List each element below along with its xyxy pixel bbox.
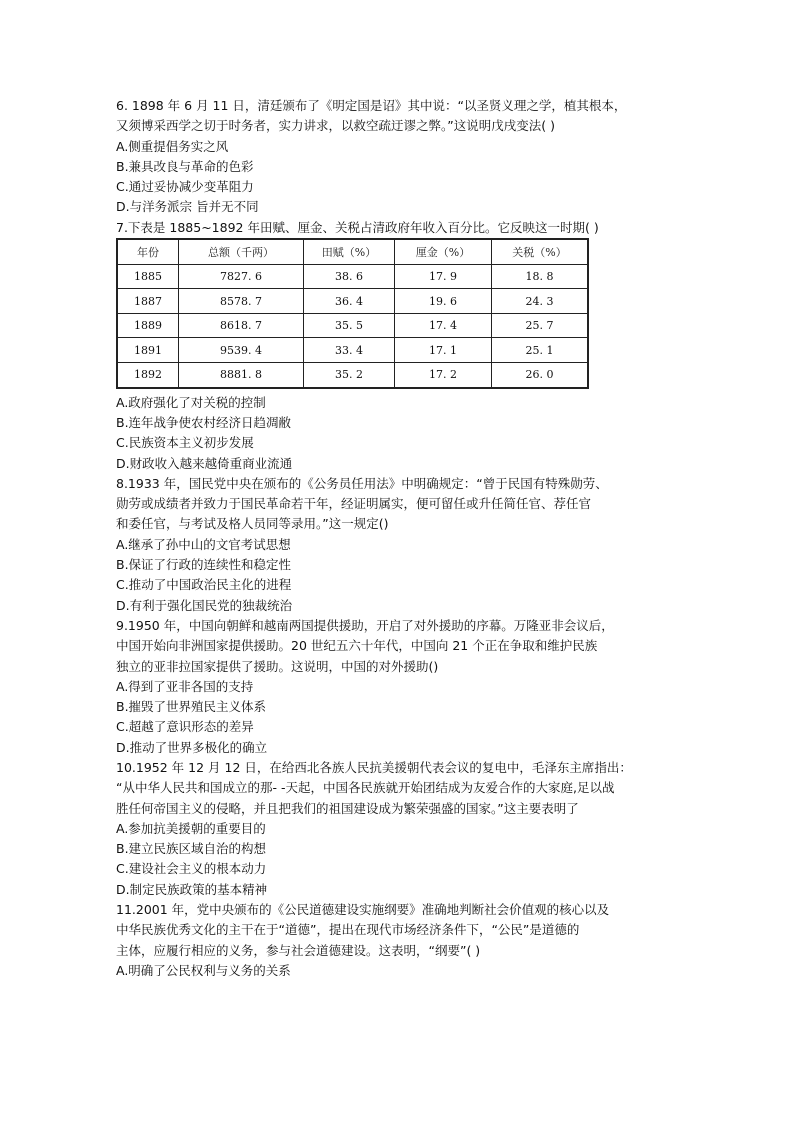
table-row <box>118 313 588 338</box>
question-10 <box>116 758 696 900</box>
table-cell: 8578. 7 <box>179 289 304 314</box>
question-6-option-d[interactable]: D.与洋务派宗 旨并无不同 <box>116 199 259 215</box>
question-7-option-d[interactable]: D.财政收入越来越倚重商业流通 <box>116 455 293 471</box>
question-8-stem-line-3: 和委任官，与考试及格人员同等录用。”这一规定() <box>116 516 389 532</box>
table-cell: 35. 5 <box>304 313 395 338</box>
question-6-option-b[interactable]: B.兼具改良与革命的色彩 <box>116 158 254 174</box>
table-header-cell: 田赋（%） <box>304 240 395 265</box>
table-header-cell: 厘金（%） <box>395 240 492 265</box>
table-cell: 18. 8 <box>492 264 588 289</box>
table-cell: 17. 9 <box>395 264 492 289</box>
question-7-option-a[interactable]: A.政府强化了对关税的控制 <box>116 394 266 410</box>
question-11-stem-line-3: 主体，应履行相应的义务，参与社会道德建设。这表明，“纲要”( ) <box>116 942 481 958</box>
question-8-stem-line-1: 8.1933 年，国民党中央在颁布的《公务员任用法》中明确规定：“曾于民国有特殊勋劳、 <box>116 475 608 491</box>
question-9-option-b[interactable]: B.摧毁了世界殖民主义体系 <box>116 699 267 715</box>
table-cell: 1889 <box>118 313 179 338</box>
question-6 <box>116 96 696 218</box>
question-9-option-c[interactable]: C.超越了意识形态的差异 <box>116 719 254 735</box>
question-9-stem-line-1: 9.1950 年，中国向朝鲜和越南两国提供援助，开启了对外援助的序幕。万隆亚非会议后， <box>116 617 614 633</box>
question-8-option-c[interactable]: C.推动了中国政治民主化的进程 <box>116 577 292 593</box>
table-cell: 25. 7 <box>492 313 588 338</box>
table-cell: 17. 1 <box>395 338 492 363</box>
question-6-option-c[interactable]: C.通过妥协减少变革阻力 <box>116 179 254 195</box>
exam-page <box>116 96 696 981</box>
table-row <box>118 289 588 314</box>
table-cell: 9539. 4 <box>179 338 304 363</box>
table-header-cell: 年份 <box>118 240 179 265</box>
table-cell: 38. 6 <box>304 264 395 289</box>
question-10-stem-line-2: “从中华人民共和国成立的那- -天起，中国各民族就开始团结成为友爱合作的大家庭,足以战 <box>116 780 615 796</box>
question-9-option-d[interactable]: D.推动了世界多极化的确立 <box>116 739 268 755</box>
question-8-option-b[interactable]: B.保证了行政的连续性和稳定性 <box>116 557 292 573</box>
question-9-stem-line-2: 中国开始向非洲国家提供援助。20 世纪五六十年代，中国向 21 个正在争取和维护民族 <box>116 638 598 654</box>
table-header-row <box>118 240 588 265</box>
question-11 <box>116 900 696 981</box>
question-9-stem-line-3: 独立的亚非拉国家提供了援助。这说明，中国的对外援助() <box>116 658 439 674</box>
question-10-option-a[interactable]: A.参加抗美援朝的重要目的 <box>116 820 266 836</box>
table-cell: 25. 1 <box>492 338 588 363</box>
question-6-option-a[interactable]: A.侧重提倡务实之风 <box>116 138 229 154</box>
table-cell: 17. 2 <box>395 363 492 388</box>
table-cell: 19. 6 <box>395 289 492 314</box>
question-8-option-d[interactable]: D.有利于强化国民党的独裁统治 <box>116 597 293 613</box>
table-cell: 26. 0 <box>492 363 588 388</box>
table-cell: 17. 4 <box>395 313 492 338</box>
question-8-stem-line-2: 勋劳或成绩者并致力于国民革命若干年，经证明属实，便可留任或升任简任官、荐任官 <box>116 496 592 512</box>
question-7 <box>116 218 696 474</box>
table-cell: 33. 4 <box>304 338 395 363</box>
revenue-table-frame <box>116 238 589 389</box>
question-6-stem-line-1: 6. 1898 年 6 月 11 日，清廷颁布了《明定国是诏》其中说：“以圣贤义理之学，植其根本， <box>116 98 627 113</box>
question-10-stem-line-1: 10.1952 年 12 月 12 日，在给西北各族人民抗美援朝代表会议的复电中，毛泽东主席指出： <box>116 759 632 775</box>
table-cell: 24. 3 <box>492 289 588 314</box>
question-6-stem-line-2: 又须博采西学之切于时务者，实力讲求，以救空疏迂谬之弊。”这说明戊戌变法( ) <box>116 118 555 134</box>
question-7-stem-line-1: 7.下表是 1885~1892 年田赋、厘金、关税占清政府年收入百分比。它反映这一时期( ) <box>116 219 599 235</box>
question-10-option-c[interactable]: C.建设社会主义的根本动力 <box>116 861 267 877</box>
question-10-option-b[interactable]: B.建立民族区域自治的构想 <box>116 841 267 857</box>
table-cell: 36. 4 <box>304 289 395 314</box>
question-10-option-d[interactable]: D.制定民族政策的基本精神 <box>116 881 268 897</box>
question-7-option-b[interactable]: B.连年战争使农村经济日趋凋敝 <box>116 414 292 430</box>
table-cell: 8618. 7 <box>179 313 304 338</box>
table-cell: 1891 <box>118 338 179 363</box>
table-cell: 35. 2 <box>304 363 395 388</box>
question-9-option-a[interactable]: A.得到了亚非各国的支持 <box>116 678 254 694</box>
table-cell: 8881. 8 <box>179 363 304 388</box>
table-row <box>118 363 588 388</box>
question-8 <box>116 474 696 616</box>
revenue-table <box>117 239 588 388</box>
table-row <box>118 338 588 363</box>
question-7-option-c[interactable]: C.民族资本主义初步发展 <box>116 435 254 451</box>
table-row <box>118 264 588 289</box>
table-cell: 1892 <box>118 363 179 388</box>
table-header-cell: 总额（千两） <box>179 240 304 265</box>
table-cell: 7827. 6 <box>179 264 304 289</box>
question-10-stem-line-3: 胜任何帝国主义的侵略，并且把我们的祖国建设成为繁荣强盛的国家。”这主要表明了 <box>116 800 579 816</box>
question-11-stem-line-2: 中华民族优秀文化的主干在于“道德”，提出在现代市场经济条件下，“公民”是道德的 <box>116 922 580 938</box>
question-8-option-a[interactable]: A.继承了孙中山的文官考试思想 <box>116 536 291 552</box>
table-cell: 1887 <box>118 289 179 314</box>
table-header-cell: 关税（%） <box>492 240 588 265</box>
question-9 <box>116 616 696 758</box>
question-11-stem-line-1: 11.2001 年，党中央颁布的《公民道德建设实施纲要》准确地判断社会价值观的核心以及 <box>116 902 610 918</box>
question-11-option-a[interactable]: A.明确了公民权利与义务的关系 <box>116 962 291 978</box>
table-cell: 1885 <box>118 264 179 289</box>
